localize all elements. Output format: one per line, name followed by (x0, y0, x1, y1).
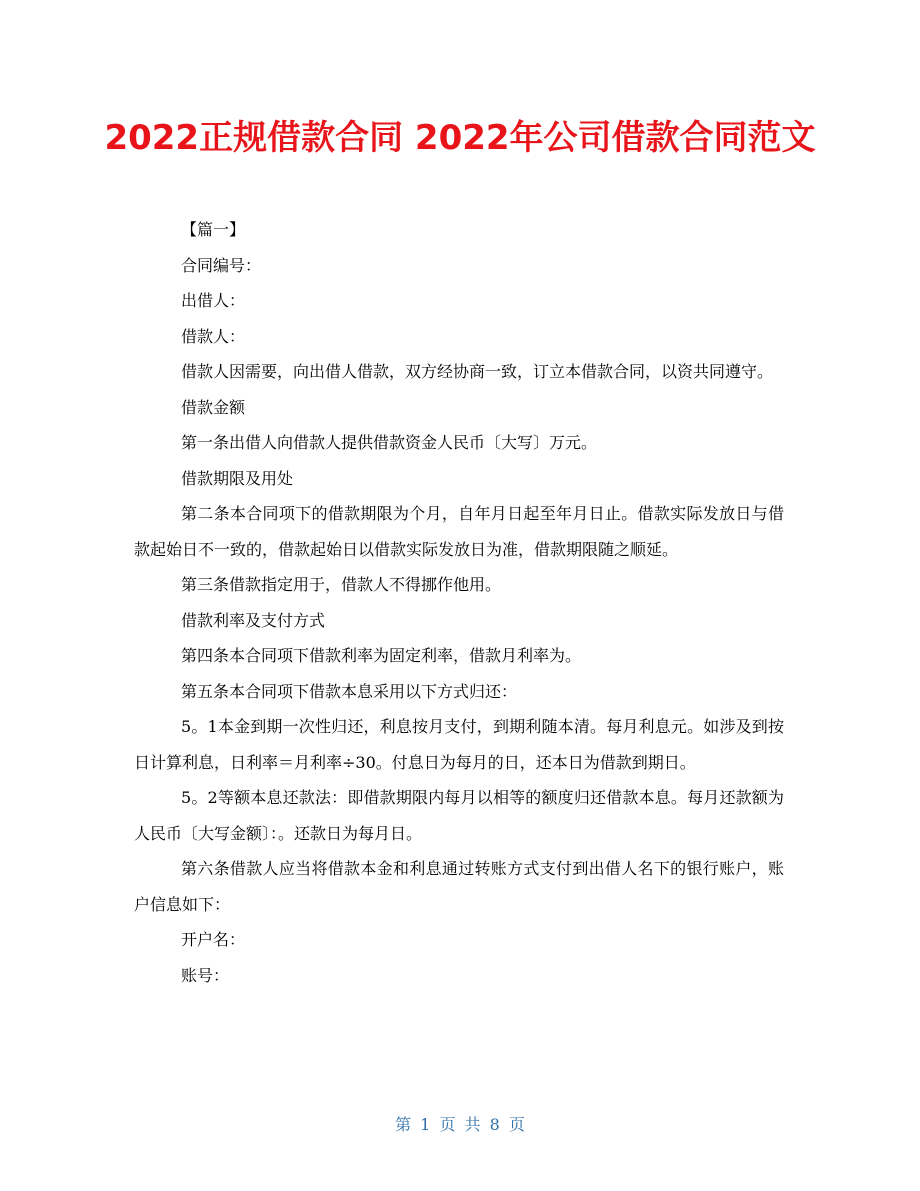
contract-number-line: 合同编号： (181, 255, 262, 275)
article-4: 第四条本合同项下借款利率为固定利率，借款月利率为。 (181, 646, 582, 665)
section-heading: 【篇一】 (181, 220, 246, 239)
clause-5-2: 5。2等额本息还款法：即借款期限内每月以相等的额度归还借款本息。每月还款额为人民币〔大写金额〕：。还款日为每月日。 (134, 788, 784, 843)
lender-line: 出借人： (181, 291, 246, 310)
article-6: 第六条借款人应当将借款本金和利息通过转账方式支付到出借人名下的银行账户，账户信息如下： (134, 859, 784, 914)
heading-loan-term: 借款期限及用处 (181, 468, 294, 488)
heading-interest: 借款利率及支付方式 (181, 610, 326, 630)
page-title: 2022正规借款合同 2022年公司借款合同范文 (104, 118, 816, 158)
borrower-line: 借款人： (181, 326, 246, 346)
clause-5-1: 5。1本金到期一次性归还，利息按月支付，到期利随本清。每月利息元。如涉及到按日计算利息，日利率＝月利率÷30。付息日为每月的日，还本日为借款到期日。 (134, 717, 784, 772)
page-footer: 第 1 页 共 8 页 (395, 1115, 525, 1134)
article-2: 第二条本合同项下的借款期限为个月，自年月日起至年月日止。借款实际发放日与借款起始日不一致的，借款起始日以借款实际发放日为准，借款期限随之顺延。 (134, 504, 784, 559)
account-name-line: 开户名： (181, 930, 246, 949)
article-3: 第三条借款指定用于，借款人不得挪作他用。 (181, 575, 502, 594)
preamble-paragraph: 借款人因需要，向出借人借款，双方经协商一致，订立本借款合同，以资共同遵守。 (181, 362, 774, 381)
article-5: 第五条本合同项下借款本息采用以下方式归还： (181, 681, 518, 701)
heading-loan-amount: 借款金额 (181, 397, 246, 417)
account-number-line: 账号： (181, 965, 230, 985)
article-1: 第一条出借人向借款人提供借款资金人民币〔大写〕万元。 (181, 433, 598, 452)
document-body (134, 212, 784, 993)
